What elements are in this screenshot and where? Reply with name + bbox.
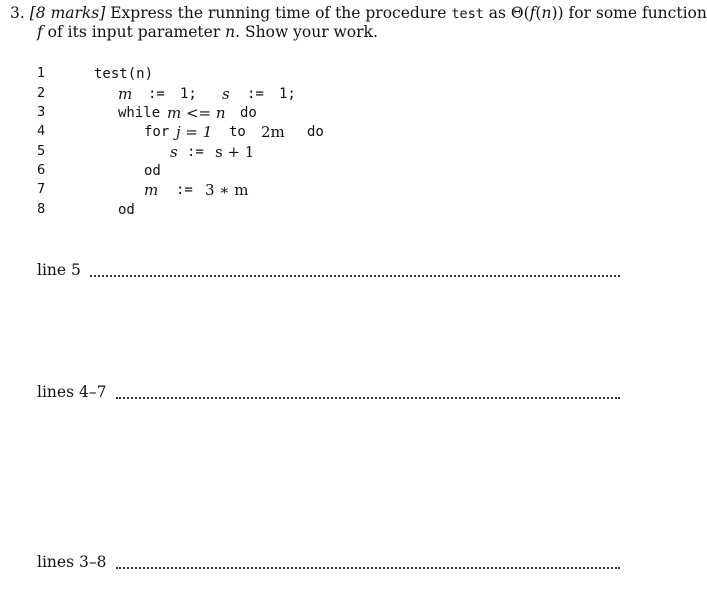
- line-number-8: 8: [37, 202, 46, 217]
- code-l2-assign1: :=: [148, 86, 165, 102]
- code-l4-for: for: [144, 124, 170, 140]
- code-l8-od: od: [118, 202, 135, 218]
- question-line2-end: . Show your work.: [235, 23, 378, 41]
- function-f-2: f: [37, 23, 43, 41]
- code-l2-m: m: [118, 85, 133, 103]
- code-l2-s: s: [222, 85, 230, 103]
- line-number-6: 6: [37, 163, 46, 178]
- code-l4-do: do: [307, 124, 324, 140]
- line-number-4: 4: [37, 124, 46, 139]
- question-line-1: [10, 4, 707, 24]
- code-l2-one1: 1;: [180, 86, 197, 102]
- code-l4-j: j = 1: [176, 123, 213, 141]
- line-number-7: 7: [37, 182, 46, 197]
- code-l6-od: od: [144, 163, 161, 179]
- question-text-c: )) for some function: [551, 4, 707, 22]
- question-line-2: [37, 23, 378, 42]
- answer-field-line-5[interactable]: [90, 275, 620, 277]
- question-marks: [8 marks]: [29, 4, 106, 22]
- code-l2-assign2: :=: [247, 86, 264, 102]
- code-l7-expr: 3 ∗ m: [205, 181, 249, 199]
- param-n: n: [541, 4, 552, 22]
- code-l2-one2: 1;: [279, 86, 296, 102]
- question-line2-text: of its input parameter: [42, 23, 226, 41]
- answer-label-line-5: line 5: [37, 261, 81, 279]
- code-l4-2m: 2m: [261, 123, 285, 141]
- code-l3-while: while: [118, 105, 161, 121]
- line-number-2: 2: [37, 86, 46, 101]
- function-f: f: [529, 4, 536, 22]
- answer-field-lines-3-8[interactable]: [116, 567, 620, 569]
- answer-field-lines-4-7[interactable]: [116, 397, 620, 399]
- question-number: 3.: [10, 4, 25, 22]
- line-number-1: 1: [37, 66, 46, 81]
- line-number-3: 3: [37, 105, 46, 120]
- code-l5-expr: s + 1: [215, 143, 255, 161]
- code-l5-assign: :=: [187, 144, 204, 160]
- code-l5-s: s: [170, 143, 178, 161]
- code-l4-to: to: [229, 124, 246, 140]
- question-text-a: Express the running time of the procedure: [105, 4, 452, 22]
- answer-label-lines-3-8: lines 3–8: [37, 553, 107, 571]
- code-l3-do: do: [240, 105, 257, 121]
- line-number-5: 5: [37, 144, 46, 159]
- procedure-name: test: [451, 6, 484, 22]
- code-l7-assign: :=: [176, 182, 193, 198]
- paren: (: [535, 4, 542, 22]
- param-n-2: n: [225, 23, 236, 41]
- code-l3-cond: m <= n: [167, 104, 226, 122]
- code-line-1: test(n): [94, 66, 154, 82]
- question-text-b: as Θ(: [483, 4, 530, 22]
- answer-label-lines-4-7: lines 4–7: [37, 383, 107, 401]
- code-l7-m: m: [144, 181, 159, 199]
